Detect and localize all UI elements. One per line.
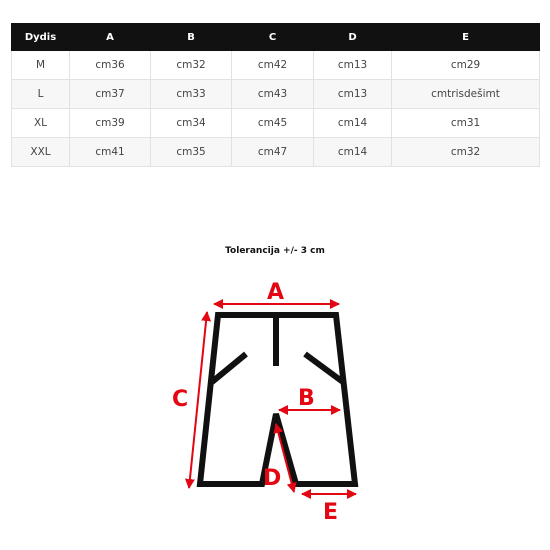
table-row — [12, 109, 540, 138]
table-cell: cm14 — [314, 109, 392, 138]
measure-b-label: B — [298, 386, 315, 411]
column-header-d: D — [314, 24, 392, 51]
table-cell: cm42 — [232, 51, 314, 80]
column-header-b: B — [151, 24, 232, 51]
table-cell: cm32 — [392, 138, 540, 167]
column-header-size: Dydis — [12, 24, 70, 51]
table-cell: cm41 — [70, 138, 151, 167]
size-table — [11, 23, 540, 167]
table-cell: cm43 — [232, 80, 314, 109]
table-header-row — [12, 24, 540, 51]
column-header-a: A — [70, 24, 151, 51]
shorts-measurement-diagram — [160, 272, 380, 527]
shorts-outline-icon — [200, 315, 355, 484]
table-cell: XL — [12, 109, 70, 138]
table-cell: cm39 — [70, 109, 151, 138]
table-cell: cm29 — [392, 51, 540, 80]
table-cell: cm14 — [314, 138, 392, 167]
table-cell: cm33 — [151, 80, 232, 109]
table-cell: cm13 — [314, 80, 392, 109]
measure-e-label: E — [323, 500, 339, 525]
measure-a-label: A — [267, 280, 285, 305]
table-cell: M — [12, 51, 70, 80]
column-header-e: E — [392, 24, 540, 51]
table-row — [12, 138, 540, 167]
table-cell: XXL — [12, 138, 70, 167]
tolerance-note: Tolerancija +/- 3 cm — [225, 246, 325, 256]
table-cell: cm34 — [151, 109, 232, 138]
table-cell: cm31 — [392, 109, 540, 138]
shorts-left-pocket — [212, 354, 246, 382]
measure-d-label: D — [263, 466, 282, 491]
table-cell: L — [12, 80, 70, 109]
table-cell: cm37 — [70, 80, 151, 109]
table-cell: cm45 — [232, 109, 314, 138]
table-cell: cm47 — [232, 138, 314, 167]
shorts-right-pocket — [305, 354, 343, 382]
table-row — [12, 51, 540, 80]
table-cell: cmtrisdešimt — [392, 80, 540, 109]
table-cell: cm35 — [151, 138, 232, 167]
table-row — [12, 80, 540, 109]
table-cell: cm32 — [151, 51, 232, 80]
column-header-c: C — [232, 24, 314, 51]
table-cell: cm36 — [70, 51, 151, 80]
table-cell: cm13 — [314, 51, 392, 80]
measure-c-label: C — [172, 387, 189, 412]
